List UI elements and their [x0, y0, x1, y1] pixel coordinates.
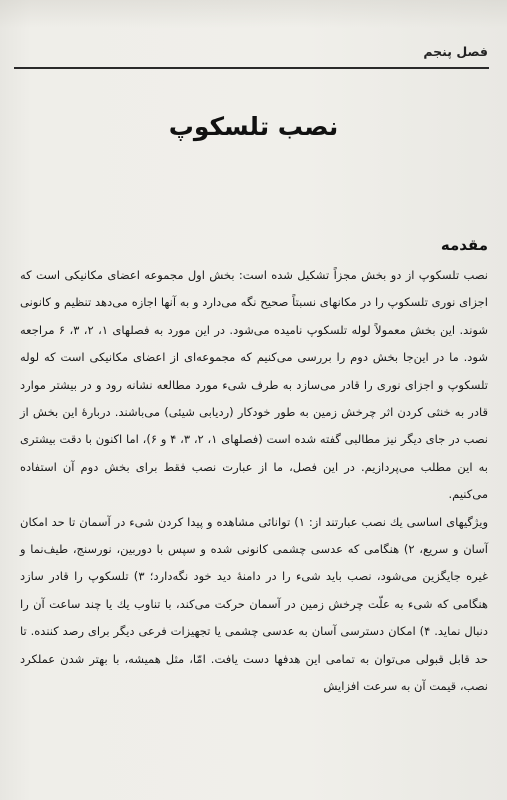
paragraph-2: ویژگیهای اساسی یك نصب عبارتند از: ۱) توانائی مشاهده و پیدا کردن شیء در آسمان تا حد امکان آسان و سریع، ۲) هنگامی که عدسی چشمی کانونی شده و سپس با دوربین، نورسنج، طیف‌نما و غیره جایگزین می‌شود، نصب باید شیء را در دامنهٔ دید خود نگه‌دارد؛ ۳) تلسکوپ را قادر سازد هنگامی که شیء به علّت چرخش زمین در آسمان حرکت می‌کند، با تناوب یك یا چند ساعت آن را دنبال نماید. ۴) امکان دسترسی آسان به عدسی چشمی یا تجهیزات فرعی دیگر برای رصد کننده. تا حد قابل قبولی می‌توان به تمامی این هدفها دست یافت. امّا، مثل همیشه، با بهتر شدن عملکرد نصب، قیمت آن به سرعت افزایش: [20, 514, 489, 694]
chapter-title: نصب تلسکوپ: [168, 112, 339, 141]
body-text: [20, 262, 488, 701]
chapter-label: فصل پنجم: [423, 44, 488, 59]
header-rule: [14, 67, 489, 69]
paragraph-1: نصب تلسکوپ از دو بخش مجزاً تشکیل شده است: بخش اول مجموعه اعضای مکانیکی است که اجزای نوری تلسکوپ را در مکانهای نسبتاً صحیح نگه می‌دارد و به آنها اجازه می‌دهد تنظیم و کانونی شوند. این بخش معمولاً لوله تلسکوپ نامیده می‌شود. در این مورد به فصلهای ۱، ۲، ۳، ۶ مراجعه شود. ما در این‌جا بخش دوم را بررسی می‌کنیم که مجموعه‌ای از اعضای مکانیکی است که لوله تلسکوپ و اجزای نوری را قادر می‌سازد به طرف شیء مورد مطالعه نشانه رود و در بیشتر موارد قادر به خنثی کردن اثر چرخش زمین به طور خودکار (ردیابی شیئی) می‌باشند. درباره‌ٔ این بخش از نصب در جای دیگر نیز مطالبی گفته شده است (فصلهای ۱، ۲، ۳، ۴ و ۶)، اما اکنون با دقت بیشتری به این مطلب می‌پردازیم. در این فصل، ما از عبارت نصب فقط برای بخش دوم آن استفاده می‌کنیم.: [20, 268, 488, 502]
previous-page-bleed: [0, 0, 507, 28]
section-heading: مقدمه: [440, 236, 488, 254]
